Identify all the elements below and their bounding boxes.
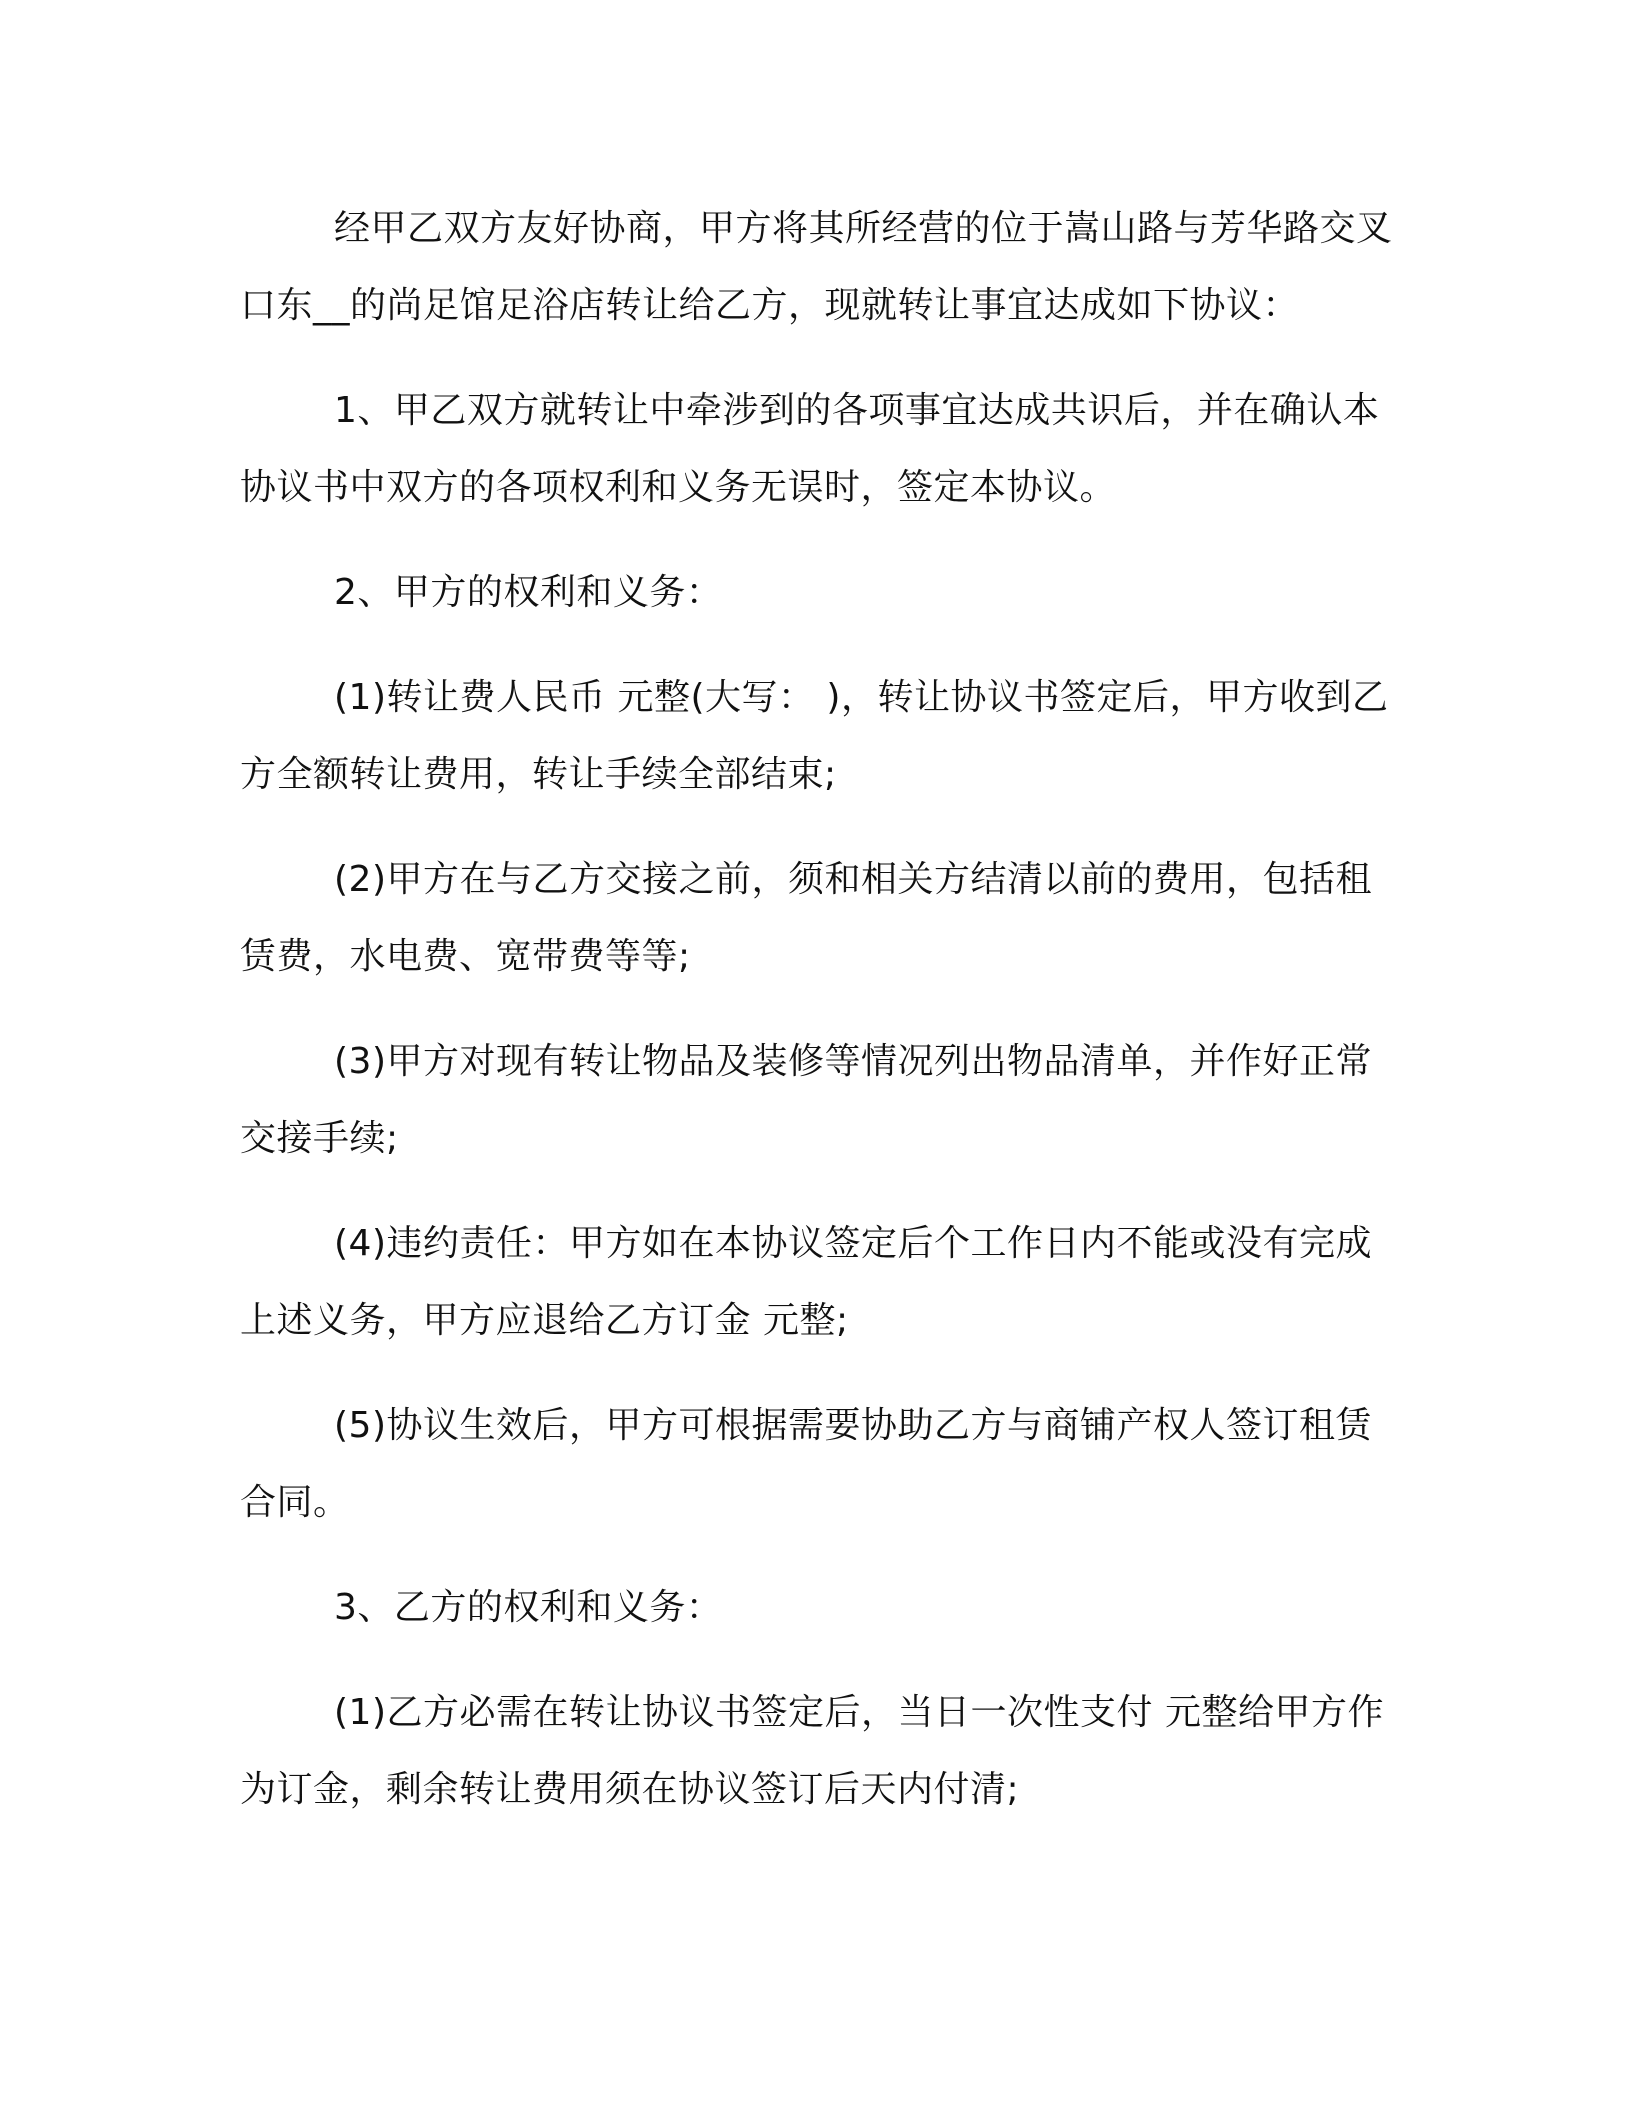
clause-2-item-2: (2)甲方在与乙方交接之前，须和相关方结清以前的费用，包括租赁费，水电费、宽带费等等; bbox=[240, 859, 1372, 977]
clause-3-heading: 3、乙方的权利和义务： bbox=[334, 1587, 723, 1628]
clause-1-paragraph: 1、甲乙双方就转让中牵涉到的各项事宜达成共识后，并在确认本协议书中双方的各项权利和义务无误时，签定本协议。 bbox=[240, 390, 1380, 508]
clause-3-item-1: (1)乙方必需在转让协议书签定后，当日一次性支付 元整给甲方作为订金，剩余转让费用须在协议签订后天内付清; bbox=[240, 1692, 1384, 1810]
clause-2-item-5: (5)协议生效后，甲方可根据需要协助乙方与商铺产权人签订租赁合同。 bbox=[240, 1405, 1372, 1523]
clause-2-item-3: (3)甲方对现有转让物品及装修等情况列出物品清单，并作好正常交接手续; bbox=[240, 1041, 1372, 1159]
clause-2-item-4: (4)违约责任：甲方如在本协议签定后个工作日内不能或没有完成上述义务，甲方应退给乙方订金 元整; bbox=[240, 1223, 1372, 1341]
document-body bbox=[240, 190, 1400, 1856]
intro-paragraph: 经甲乙双方友好协商，甲方将其所经营的位于嵩山路与芳华路交叉口东__的尚足馆足浴店转让给乙方，现就转让事宜达成如下协议： bbox=[240, 208, 1393, 326]
clause-2-heading: 2、甲方的权利和义务： bbox=[334, 572, 723, 613]
clause-2-item-1: (1)转让费人民币 元整(大写： )，转让协议书签定后，甲方收到乙方全额转让费用，转让手续全部结束; bbox=[240, 677, 1389, 795]
